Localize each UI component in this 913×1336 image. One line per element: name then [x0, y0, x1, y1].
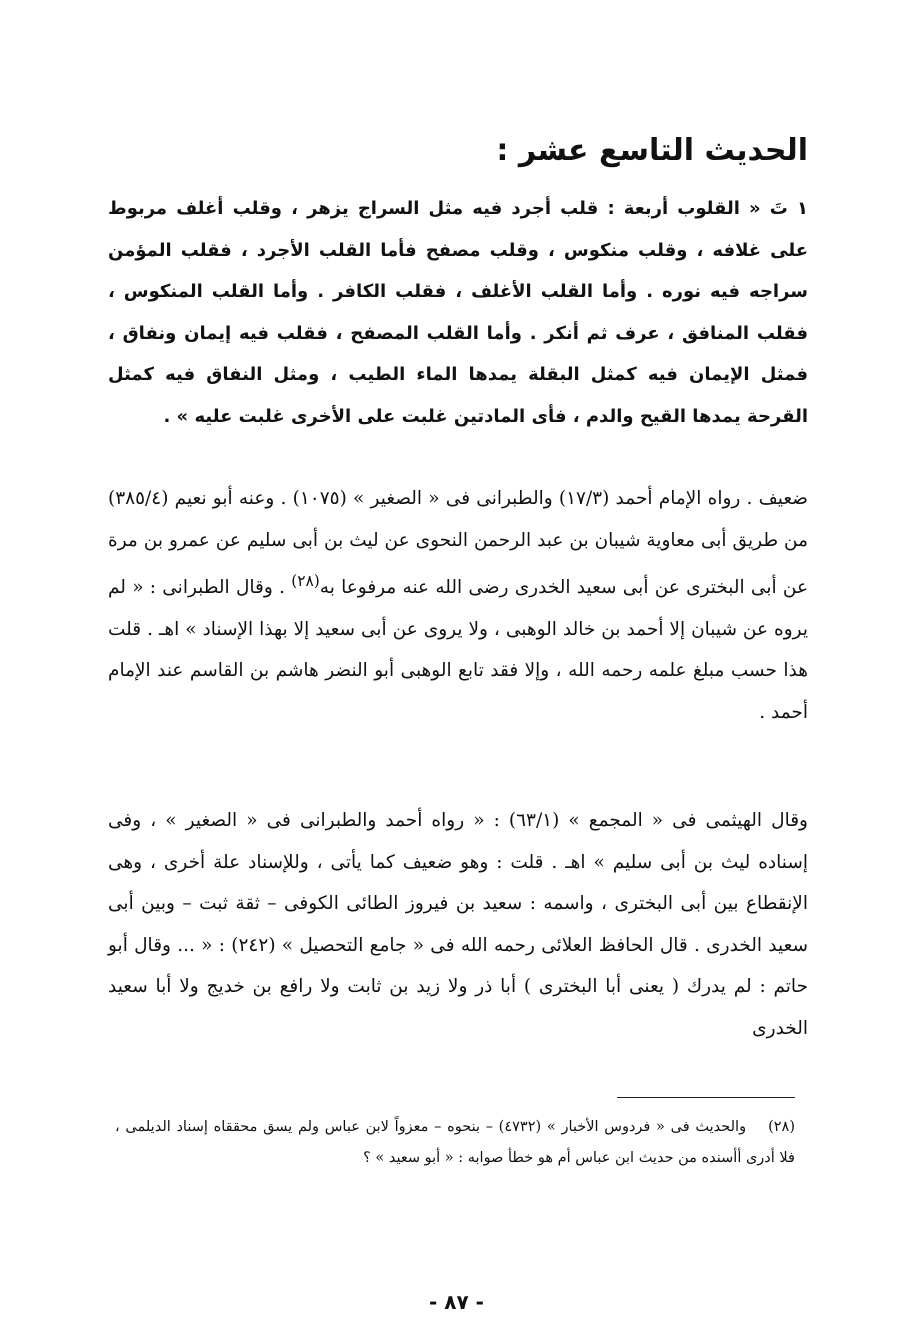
- page-number: - ٨٧ -: [429, 1290, 484, 1314]
- footnote: [115, 1112, 795, 1174]
- commentary-text-part-2: . وقال الطبرانى : « لم يروه عن شيبان إلا أحمد بن خالد الوهبى ، ولا يروى عن أبى سعيد إلا بهذا الإسناد » اهـ . قلت هذا حسب مبلغ علمه رحمه الله ، وإلا فقد تابع الوهبى أبو النضر هاشم بن القاسم عند الإمام أحمد .: [108, 577, 808, 723]
- footnote-text: والحديث فى « فردوس الأخبار » (٤٧٣٢) – بنحوه – معزواً لابن عباس ولم يسق محققاه إسناد الديلمى ، فلا أدرى أأسنده من حديث ابن عباس أم هو خطأ صوابه : « أبو سعيد » ؟: [115, 1119, 795, 1166]
- footnote-divider: [617, 1097, 795, 1098]
- footnote-reference[interactable]: (٢٨): [291, 572, 320, 590]
- commentary-paragraph-2: وقال الهيثمى فى « المجمع » (٦٣/١) : « رواه أحمد والطبرانى فى « الصغير » ، وفى إسناده ليث بن أبى سليم » اهـ . قلت : وهو ضعيف كما يأتى ، وللإسناد علة أخرى ، وهى الإنقطاع بين أبى البخترى ، واسمه : سعيد بن فيروز الطائى الكوفى – ثقة ثبت – وبين أبى سعيد الخدرى . قال الحافظ العلائى رحمه الله فى « جامع التحصيل » (٢٤٢) : « ... وقال أبو حاتم : لم يدرك ( يعنى أبا البخترى ) أبا ذر ولا زيد بن ثابت ولا رافع بن خديج ولا أبا سعيد الخدرى: [108, 810, 809, 1039]
- footnote-number: (٢٨): [768, 1119, 795, 1135]
- commentary-paragraph-1: [108, 478, 808, 733]
- hadith-text: ١ تَ « القلوب أربعة : قلب أجرد فيه مثل السراج يزهر ، وقلب أغلف مربوط على غلافه ، وقلب منكوس ، وقلب مصفح فأما القلب الأجرد ، فقلب المؤمن سراجه فيه نوره . وأما القلب الأغلف ، فقلب الكافر . وأما القلب المنكوس ، فقلب المنافق ، عرف ثم أنكر . وأما القلب المصفح ، فقلب فيه إيمان ونفاق ، فمثل الإيمان فيه كمثل البقلة يمدها الماء الطيب ، ومثل النفاق فيه كمثل القرحة يمدها القيح والدم ، فأى المادتين غلبت على الأخرى غلبت عليه » .: [108, 198, 808, 427]
- commentary-text-part-1: ضعيف . رواه الإمام أحمد (١٧/٣) والطبرانى فى « الصغير » (١٠٧٥) . وعنه أبو نعيم (٣٨٥/٤) من طريق أبى معاوية شيبان بن عبد الرحمن النحوى عن ليث بن أبى سليم عن عمرو بن مرة عن أبى البخترى عن أبى سعيد الخدرى رضى الله عنه مرفوعا به: [108, 488, 808, 599]
- hadith-heading: الحديث التاسع عشر :: [496, 133, 808, 168]
